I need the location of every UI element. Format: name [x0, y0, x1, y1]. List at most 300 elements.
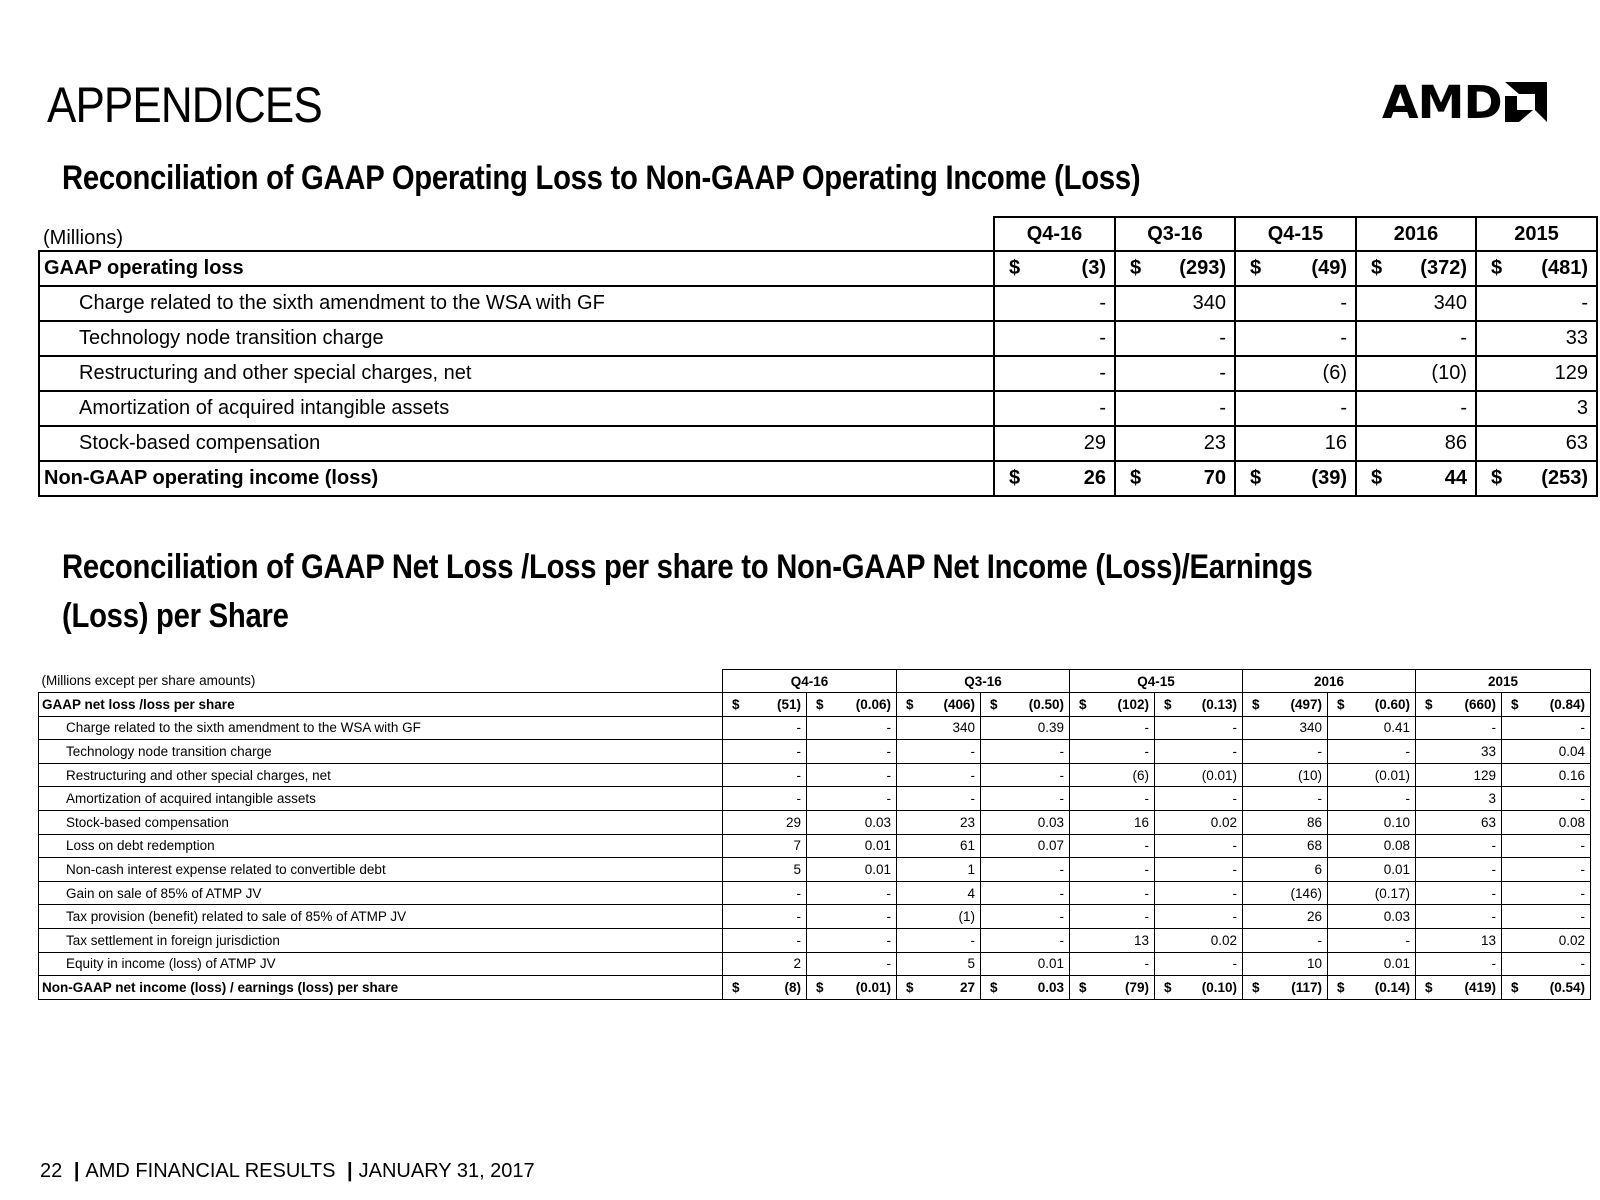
cell-value: 0.10: [1383, 814, 1411, 830]
cell-value: -: [1219, 362, 1226, 384]
value-cell: [1416, 787, 1502, 811]
cell-value: (0.14): [1374, 979, 1411, 995]
cell-value: 0.01: [1383, 861, 1411, 877]
cell-value: (49): [1311, 257, 1347, 279]
table-row: [39, 928, 1591, 952]
currency-symbol: $: [906, 979, 914, 995]
value-cell: [723, 716, 807, 740]
value-cell: [1243, 787, 1328, 811]
cell-value: -: [796, 885, 801, 901]
row-label: Charge related to the sixth amendment to the WSA with GF: [39, 716, 723, 740]
value-cell: [1416, 858, 1502, 882]
value-cell: [1243, 810, 1328, 834]
cell-value: (0.01): [1374, 767, 1411, 783]
value-cell: [1070, 810, 1155, 834]
value-cell: [1155, 716, 1243, 740]
cell-value: -: [796, 791, 801, 807]
value-cell: [1070, 928, 1155, 952]
cell-value: 4: [967, 885, 975, 901]
value-cell: [981, 858, 1070, 882]
value-cell: [1356, 356, 1476, 391]
cell-value: 0.01: [864, 861, 891, 877]
value-cell: [1155, 693, 1243, 717]
value-cell: [1502, 716, 1591, 740]
cell-value: -: [970, 932, 975, 948]
cell-value: (0.17): [1374, 885, 1411, 901]
value-cell: [723, 952, 807, 976]
cell-value: 23: [959, 814, 975, 830]
value-cell: [1243, 763, 1328, 787]
value-cell: [1416, 928, 1502, 952]
footer-separator: |: [73, 1160, 80, 1182]
value-cell: [1502, 952, 1591, 976]
cell-value: 7: [793, 838, 801, 854]
unit-label: (Millions except per share amounts): [39, 670, 723, 693]
value-cell: [994, 391, 1115, 426]
row-label: Amortization of acquired intangible assets: [39, 787, 723, 811]
value-cell: [897, 976, 981, 1000]
value-cell: [981, 834, 1070, 858]
cell-value: 0.01: [1037, 956, 1064, 972]
value-cell: [1328, 905, 1416, 929]
table-row: [39, 716, 1591, 740]
footer-date: JANUARY 31, 2017: [358, 1160, 535, 1182]
value-cell: [1243, 834, 1328, 858]
value-cell: [807, 976, 897, 1000]
currency-symbol: $: [1425, 696, 1433, 712]
currency-symbol: $: [1250, 257, 1262, 279]
table-row: [39, 905, 1591, 929]
currency-symbol: $: [990, 979, 998, 995]
cell-value: 33: [1480, 743, 1497, 759]
cell-value: -: [1144, 861, 1149, 877]
currency-symbol: $: [1164, 696, 1172, 712]
cell-value: -: [1144, 838, 1149, 854]
table-row: [39, 321, 1597, 356]
value-cell: [981, 881, 1070, 905]
currency-symbol: $: [906, 696, 914, 712]
cell-value: -: [796, 720, 801, 736]
row-label: Amortization of acquired intangible assets: [39, 391, 994, 426]
value-cell: [897, 905, 981, 929]
value-cell: [1243, 740, 1328, 764]
cell-value: (419): [1464, 979, 1497, 995]
cell-value: (497): [1290, 696, 1322, 712]
value-cell: [807, 834, 897, 858]
value-cell: [807, 716, 897, 740]
table-row: [39, 787, 1591, 811]
cell-value: 29: [785, 814, 801, 830]
cell-value: -: [886, 909, 891, 925]
currency-symbol: $: [816, 979, 824, 995]
cell-value: -: [1232, 791, 1237, 807]
currency-symbol: $: [1371, 467, 1383, 489]
table1-title: Reconciliation of GAAP Operating Loss to Non-GAAP Operating Income (Loss): [62, 159, 1141, 197]
row-label: GAAP net loss /loss per share: [39, 693, 723, 717]
value-cell: [1155, 787, 1243, 811]
value-cell: [1235, 286, 1356, 321]
cell-value: -: [1405, 791, 1411, 807]
value-cell: [1115, 251, 1235, 286]
row-label: Restructuring and other special charges, net: [39, 356, 994, 391]
value-cell: [723, 787, 807, 811]
cell-value: -: [1405, 743, 1411, 759]
value-cell: [1502, 976, 1591, 1000]
value-cell: [1070, 858, 1155, 882]
value-cell: [1328, 976, 1416, 1000]
currency-symbol: $: [1009, 467, 1021, 489]
cell-value: 0.03: [864, 814, 891, 830]
currency-symbol: $: [1425, 979, 1433, 995]
cell-value: (0.60): [1374, 696, 1411, 712]
amd-logo: [1382, 76, 1554, 129]
table-row: [39, 881, 1591, 905]
cell-value: 33: [1565, 327, 1588, 349]
column-header: 2015: [1416, 670, 1591, 693]
cell-value: 129: [1554, 362, 1588, 384]
value-cell: [981, 952, 1070, 976]
value-cell: [1328, 763, 1416, 787]
value-cell: [1070, 740, 1155, 764]
cell-value: 340: [952, 720, 975, 736]
cell-value: -: [1099, 327, 1106, 349]
table-row: [39, 391, 1597, 426]
value-cell: [723, 881, 807, 905]
currency-symbol: $: [732, 696, 740, 712]
value-cell: [897, 763, 981, 787]
cell-value: -: [1491, 909, 1497, 925]
value-cell: [981, 740, 1070, 764]
cell-value: -: [1340, 292, 1347, 314]
value-cell: [1416, 881, 1502, 905]
cell-value: 16: [1133, 814, 1149, 830]
cell-value: -: [1460, 327, 1467, 349]
value-cell: [981, 716, 1070, 740]
cell-value: -: [1059, 885, 1064, 901]
currency-symbol: $: [1252, 979, 1260, 995]
row-label: Non-GAAP operating income (loss): [39, 461, 994, 496]
value-cell: [1356, 461, 1476, 496]
value-cell: [807, 740, 897, 764]
currency-symbol: $: [1130, 467, 1142, 489]
value-cell: [1328, 881, 1416, 905]
row-label: Technology node transition charge: [39, 321, 994, 356]
table-row: [39, 976, 1591, 1000]
value-cell: [1416, 740, 1502, 764]
cell-value: (10): [1431, 362, 1467, 384]
cell-value: 6: [1314, 861, 1322, 877]
cell-value: -: [1317, 932, 1322, 948]
value-cell: [897, 881, 981, 905]
value-cell: [1328, 810, 1416, 834]
cell-value: 129: [1473, 767, 1497, 783]
column-header: Q3-16: [1115, 217, 1235, 251]
value-cell: [723, 976, 807, 1000]
cell-value: (0.01): [855, 979, 891, 995]
row-label: Equity in income (loss) of ATMP JV: [39, 952, 723, 976]
value-cell: [1356, 251, 1476, 286]
column-header: Q4-16: [723, 670, 897, 693]
cell-value: (0.01): [1201, 767, 1237, 783]
cell-value: -: [970, 743, 975, 759]
value-cell: [1328, 858, 1416, 882]
value-cell: [1356, 391, 1476, 426]
row-label: Stock-based compensation: [39, 426, 994, 461]
row-label: Stock-based compensation: [39, 810, 723, 834]
cell-value: 86: [1444, 432, 1467, 454]
value-cell: [1243, 976, 1328, 1000]
cell-value: (51): [776, 696, 801, 712]
value-cell: [1328, 834, 1416, 858]
value-cell: [1502, 740, 1591, 764]
value-cell: [1243, 693, 1328, 717]
value-cell: [1235, 461, 1356, 496]
table-row: [39, 251, 1597, 286]
value-cell: [981, 928, 1070, 952]
value-cell: [1502, 763, 1591, 787]
currency-symbol: $: [1511, 696, 1519, 712]
value-cell: [994, 356, 1115, 391]
value-cell: [1502, 928, 1591, 952]
cell-value: (102): [1117, 696, 1149, 712]
cell-value: -: [1491, 885, 1497, 901]
value-cell: [1070, 881, 1155, 905]
value-cell: [1155, 763, 1243, 787]
value-cell: [1155, 810, 1243, 834]
row-label: Non-cash interest expense related to convertible debt: [39, 858, 723, 882]
cell-value: (146): [1290, 885, 1322, 901]
value-cell: [807, 881, 897, 905]
table-row: [39, 426, 1597, 461]
value-cell: [981, 976, 1070, 1000]
cell-value: -: [1144, 909, 1149, 925]
currency-symbol: $: [1337, 696, 1345, 712]
cell-value: 0.03: [1037, 979, 1064, 995]
value-cell: [1502, 787, 1591, 811]
table-header-row: [39, 217, 1597, 251]
page-number: 22: [40, 1160, 63, 1182]
value-cell: [1476, 321, 1597, 356]
cell-value: -: [796, 767, 801, 783]
value-cell: [897, 716, 981, 740]
value-cell: [1328, 928, 1416, 952]
cell-value: -: [1580, 720, 1586, 736]
value-cell: [897, 928, 981, 952]
table-row: [39, 763, 1591, 787]
cell-value: -: [1059, 743, 1064, 759]
cell-value: (6): [1322, 362, 1347, 384]
value-cell: [807, 763, 897, 787]
value-cell: [897, 952, 981, 976]
currency-symbol: $: [1491, 257, 1503, 279]
table-row: [39, 858, 1591, 882]
cell-value: -: [1580, 909, 1586, 925]
cell-value: -: [1059, 767, 1064, 783]
value-cell: [1416, 976, 1502, 1000]
currency-symbol: $: [1252, 696, 1260, 712]
cell-value: (6): [1132, 767, 1149, 783]
cell-value: 68: [1306, 838, 1322, 854]
column-header: 2015: [1476, 217, 1597, 251]
cell-value: -: [1491, 720, 1497, 736]
cell-value: -: [886, 720, 891, 736]
cell-value: -: [970, 791, 975, 807]
cell-value: -: [1144, 956, 1149, 972]
value-cell: [1070, 787, 1155, 811]
value-cell: [1070, 834, 1155, 858]
cell-value: -: [1340, 327, 1347, 349]
footer-company: AMD FINANCIAL RESULTS: [85, 1160, 336, 1182]
value-cell: [1328, 693, 1416, 717]
cell-value: (372): [1420, 257, 1467, 279]
value-cell: [1416, 810, 1502, 834]
cell-value: -: [1099, 362, 1106, 384]
cell-value: -: [1491, 956, 1497, 972]
value-cell: [897, 858, 981, 882]
value-cell: [807, 810, 897, 834]
cell-value: (1): [958, 909, 975, 925]
cell-value: -: [1491, 861, 1497, 877]
cell-value: 3: [1576, 397, 1588, 419]
value-cell: [723, 740, 807, 764]
value-cell: [723, 763, 807, 787]
cell-value: -: [1059, 791, 1064, 807]
cell-value: -: [1580, 838, 1586, 854]
value-cell: [1476, 251, 1597, 286]
currency-symbol: $: [1130, 257, 1142, 279]
cell-value: 0.08: [1383, 838, 1411, 854]
unit-label: (Millions): [39, 217, 994, 251]
cell-value: 0.02: [1558, 932, 1586, 948]
cell-value: 10: [1306, 956, 1322, 972]
value-cell: [1328, 716, 1416, 740]
cell-value: -: [796, 932, 801, 948]
value-cell: [1476, 461, 1597, 496]
cell-value: -: [1232, 838, 1237, 854]
cell-value: 5: [793, 861, 801, 877]
row-label: Non-GAAP net income (loss) / earnings (loss) per share: [39, 976, 723, 1000]
row-label: Technology node transition charge: [39, 740, 723, 764]
cell-value: -: [1232, 743, 1237, 759]
column-header: Q3-16: [897, 670, 1070, 693]
value-cell: [807, 858, 897, 882]
cell-value: 16: [1324, 432, 1347, 454]
table2-title: Reconciliation of GAAP Net Loss /Loss per share to Non-GAAP Net Income (Loss)/Earnings (Loss) per Share: [62, 548, 1313, 635]
value-cell: [897, 693, 981, 717]
cell-value: 63: [1565, 432, 1588, 454]
table-row: [39, 461, 1597, 496]
currency-symbol: $: [1511, 979, 1519, 995]
value-cell: [1115, 321, 1235, 356]
table-row: [39, 834, 1591, 858]
cell-value: -: [886, 791, 891, 807]
cell-value: 27: [959, 979, 975, 995]
cell-value: 44: [1444, 467, 1467, 489]
page-title: APPENDICES: [47, 77, 322, 133]
value-cell: [1115, 356, 1235, 391]
row-label: Gain on sale of 85% of ATMP JV: [39, 881, 723, 905]
table-row: [39, 740, 1591, 764]
value-cell: [1155, 928, 1243, 952]
cell-value: -: [1144, 885, 1149, 901]
cell-value: -: [796, 909, 801, 925]
cell-value: 23: [1203, 432, 1226, 454]
cell-value: -: [1144, 743, 1149, 759]
cell-value: -: [970, 767, 975, 783]
value-cell: [981, 905, 1070, 929]
value-cell: [981, 810, 1070, 834]
value-cell: [1070, 952, 1155, 976]
cell-value: -: [1232, 885, 1237, 901]
cell-value: -: [1144, 720, 1149, 736]
value-cell: [1328, 787, 1416, 811]
cell-value: -: [1099, 292, 1106, 314]
value-cell: [1155, 834, 1243, 858]
cell-value: 29: [1083, 432, 1106, 454]
value-cell: [1070, 976, 1155, 1000]
value-cell: [1155, 881, 1243, 905]
cell-value: (39): [1311, 467, 1347, 489]
cell-value: -: [1232, 909, 1237, 925]
table-header-row: [39, 670, 1591, 693]
row-label: Tax provision (benefit) related to sale of 85% of ATMP JV: [39, 905, 723, 929]
currency-symbol: $: [1250, 467, 1262, 489]
value-cell: [1476, 426, 1597, 461]
value-cell: [1502, 834, 1591, 858]
value-cell: [1243, 905, 1328, 929]
cell-value: 0.41: [1383, 720, 1411, 736]
currency-symbol: $: [1079, 979, 1087, 995]
cell-value: 26: [1083, 467, 1106, 489]
cell-value: 340: [1433, 292, 1467, 314]
cell-value: (10): [1297, 767, 1322, 783]
currency-symbol: $: [816, 696, 824, 712]
value-cell: [1328, 740, 1416, 764]
cell-value: 5: [967, 956, 975, 972]
value-cell: [723, 905, 807, 929]
value-cell: [981, 787, 1070, 811]
cell-value: -: [886, 767, 891, 783]
cell-value: -: [1317, 791, 1322, 807]
cell-value: 0.03: [1383, 909, 1411, 925]
cell-value: 0.39: [1037, 720, 1064, 736]
cell-value: -: [1219, 397, 1226, 419]
value-cell: [723, 834, 807, 858]
table-row: [39, 356, 1597, 391]
value-cell: [1115, 286, 1235, 321]
currency-symbol: $: [1491, 467, 1503, 489]
column-header: Q4-16: [994, 217, 1115, 251]
value-cell: [807, 787, 897, 811]
cell-value: -: [1232, 861, 1237, 877]
value-cell: [807, 693, 897, 717]
cell-value: -: [1317, 743, 1322, 759]
value-cell: [994, 251, 1115, 286]
value-cell: [1502, 810, 1591, 834]
value-cell: [1356, 286, 1476, 321]
cell-value: -: [1580, 956, 1586, 972]
value-cell: [1416, 763, 1502, 787]
cell-value: 0.02: [1210, 814, 1237, 830]
cell-value: (660): [1464, 696, 1497, 712]
cell-value: 13: [1480, 932, 1497, 948]
value-cell: [1356, 321, 1476, 356]
cell-value: -: [886, 932, 891, 948]
value-cell: [897, 834, 981, 858]
value-cell: [994, 461, 1115, 496]
cell-value: 61: [959, 838, 975, 854]
value-cell: [994, 321, 1115, 356]
